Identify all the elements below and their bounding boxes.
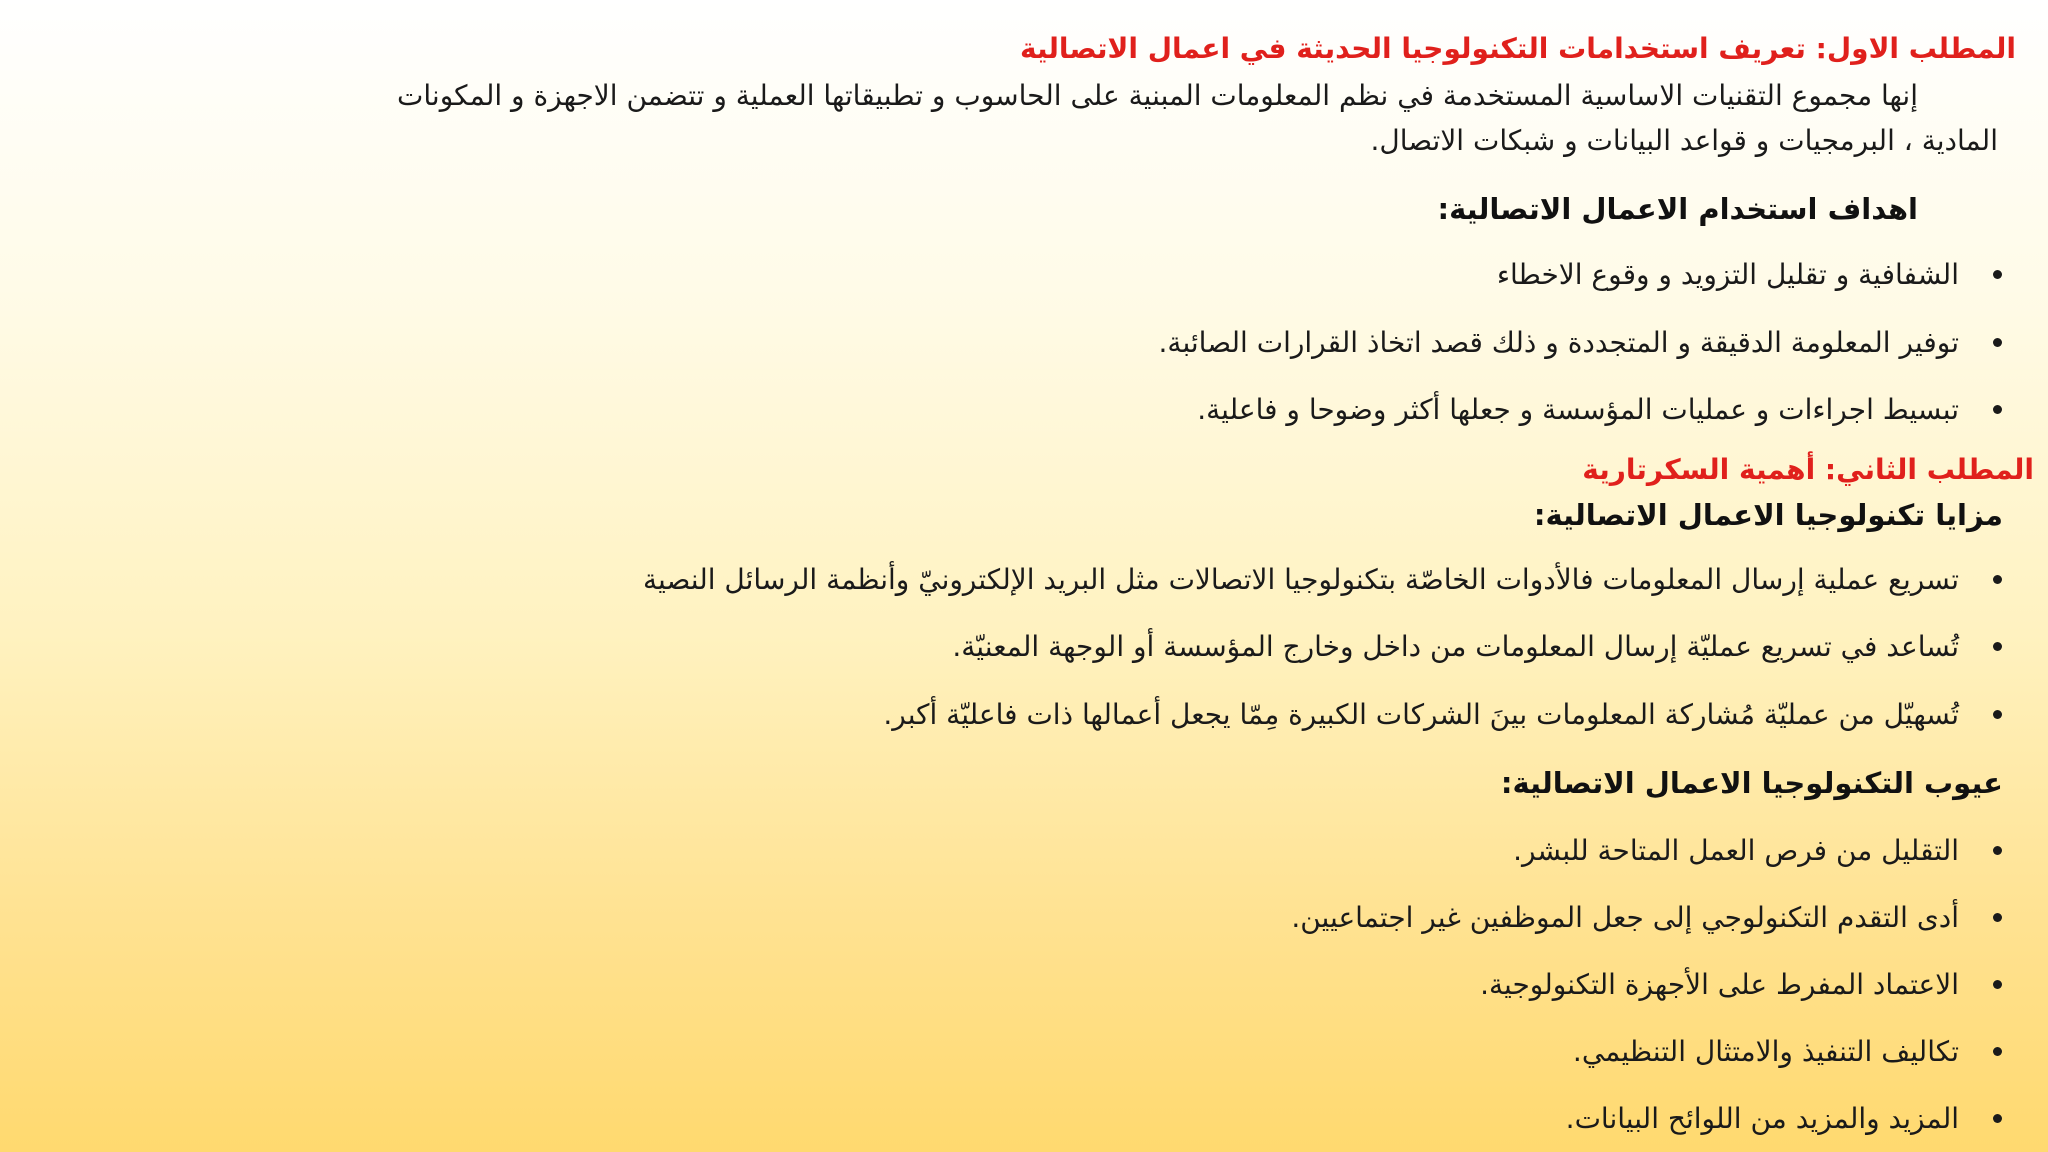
goals-heading: اهداف استخدام الاعمال الاتصالية:	[1437, 192, 1918, 226]
disadvantages-heading: عيوب التكنولوجيا الاعمال الاتصالية:	[1500, 766, 2003, 800]
list-item	[1513, 834, 2002, 868]
disadvantage-item-text: المزيد والمزيد من اللوائح البيانات.	[1565, 1102, 1959, 1135]
bullet-icon	[1993, 913, 2002, 922]
goal-item-text: الشفافية و تقليل التزويد و وقوع الاخطاء	[1496, 258, 1959, 291]
bullet-icon	[1993, 1114, 2002, 1123]
bullet-icon	[1993, 338, 2002, 347]
list-item	[883, 698, 2002, 732]
bullet-icon	[1993, 1047, 2002, 1056]
goal-item-text: تبسيط اجراءات و عمليات المؤسسة و جعلها أكثر وضوحا و فاعلية.	[1197, 393, 1959, 426]
list-item	[1480, 968, 2002, 1002]
list-item	[1497, 258, 2002, 292]
advantage-item-text: تُساعد في تسريع عمليّة إرسال المعلومات من داخل وخارج المؤسسة أو الوجهة المعنيّة.	[952, 630, 1959, 663]
bullet-icon	[1993, 980, 2002, 989]
list-item	[1291, 901, 2002, 935]
list-item	[643, 563, 2002, 597]
goal-item-text: توفير المعلومة الدقيقة و المتجددة و ذلك قصد اتخاذ القرارات الصائبة.	[1158, 326, 1959, 359]
bullet-icon	[1993, 710, 2002, 719]
disadvantage-item-text: أدى التقدم التكنولوجي إلى جعل الموظفين غير اجتماعيين.	[1291, 901, 1959, 934]
bullet-icon	[1993, 642, 2002, 651]
bullet-icon	[1993, 270, 2002, 279]
advantage-item-text: تُسهيّل من عمليّة مُشاركة المعلومات بينَ الشركات الكبيرة مِمّا يجعل أعمالها ذات فاعليّة أكبر.	[883, 698, 1959, 731]
intro-paragraph-line1: إنها مجموع التقنيات الاساسية المستخدمة في نظم المعلومات المبنية على الحاسوب و تطبيقاتها العملية و تتضمن الاجهزة و المكونات	[397, 79, 1918, 112]
bullet-icon	[1993, 846, 2002, 855]
list-item	[1197, 393, 2002, 427]
bullet-icon	[1993, 575, 2002, 584]
section1-heading: المطلب الاول: تعريف استخدامات التكنولوجيا الحديثة في اعمال الاتصالية	[1020, 32, 2016, 65]
advantages-heading: مزايا تكنولوجيا الاعمال الاتصالية:	[1533, 498, 2003, 532]
section2-heading: المطلب الثاني: أهمية السكرتارية	[1582, 453, 2034, 486]
list-item	[1159, 326, 2002, 360]
advantage-item-text: تسريع عملية إرسال المعلومات فالأدوات الخاصّة بتكنولوجيا الاتصالات مثل البريد الإلكترونيّ وأنظمة الرسائل النصية	[643, 563, 1959, 596]
list-item	[1566, 1102, 2002, 1136]
intro-paragraph-line2: المادية ، البرمجيات و قواعد البيانات و شبكات الاتصال.	[1370, 124, 1998, 157]
list-item	[1573, 1035, 2002, 1069]
disadvantage-item-text: تكاليف التنفيذ والامتثال التنظيمي.	[1572, 1035, 1959, 1068]
bullet-icon	[1993, 405, 2002, 414]
disadvantage-item-text: الاعتماد المفرط على الأجهزة التكنولوجية.	[1480, 968, 1959, 1001]
disadvantage-item-text: التقليل من فرص العمل المتاحة للبشر.	[1513, 834, 1959, 867]
list-item	[952, 630, 2002, 664]
